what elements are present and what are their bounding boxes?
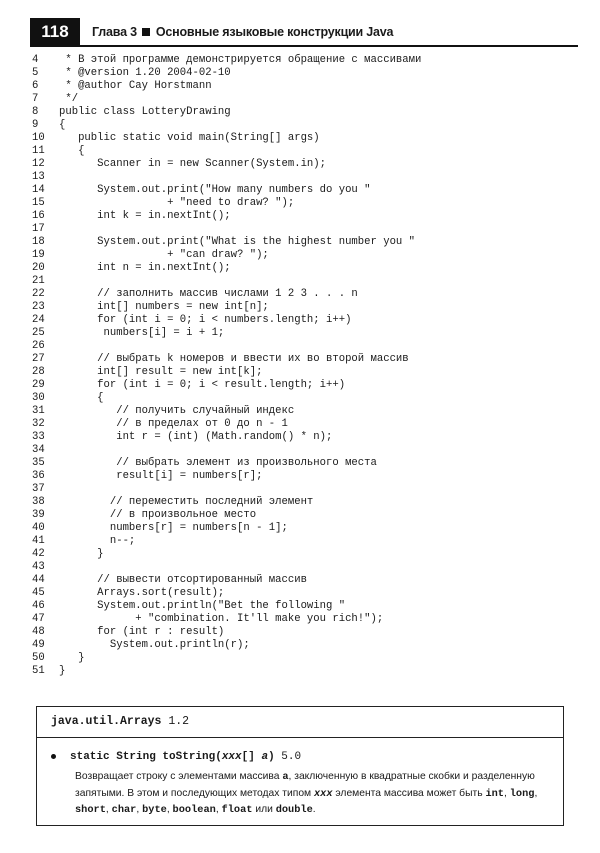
- code-text: * @version 1.20 2004-02-10: [59, 67, 231, 79]
- code-line: [32, 522, 421, 535]
- code-text: // в произвольное место: [59, 509, 257, 521]
- line-number: 28: [32, 366, 45, 378]
- code-line: [32, 418, 421, 431]
- code-line: [32, 184, 421, 197]
- code-line: [32, 587, 421, 600]
- line-number: 50: [32, 652, 45, 664]
- line-number: 45: [32, 587, 45, 599]
- code-line: [32, 67, 421, 80]
- line-number: 11: [32, 145, 45, 157]
- line-number: 12: [32, 158, 45, 170]
- code-text: * @author Cay Horstmann: [59, 80, 212, 92]
- code-text: * В этой программе демонстрируется обращение с массивами: [59, 54, 422, 66]
- header-rule: [30, 45, 578, 47]
- code-text: numbers[r] = numbers[n - 1];: [59, 522, 288, 534]
- code-text: result[i] = numbers[r];: [59, 470, 263, 482]
- code-text: // вывести отсортированный массив: [59, 574, 307, 586]
- page-number: 118: [30, 18, 80, 46]
- line-number: 18: [32, 236, 45, 248]
- line-number: 38: [32, 496, 45, 508]
- line-number: 43: [32, 561, 45, 573]
- code-line: [32, 340, 421, 353]
- bullet-icon: [51, 754, 56, 759]
- line-number: 40: [32, 522, 45, 534]
- line-number: 49: [32, 639, 45, 651]
- code-text: // получить случайный индекс: [59, 405, 295, 417]
- code-line: [32, 262, 421, 275]
- code-line: [32, 132, 421, 145]
- api-class-name: java.util.Arrays: [51, 715, 162, 728]
- code-line: [32, 561, 421, 574]
- code-text: int[] numbers = new int[n];: [59, 301, 269, 313]
- line-number: 13: [32, 171, 45, 183]
- line-number: 20: [32, 262, 45, 274]
- line-number: 15: [32, 197, 45, 209]
- code-line: [32, 431, 421, 444]
- code-line: [32, 639, 421, 652]
- code-text: for (int r : result): [59, 626, 225, 638]
- code-line: [32, 496, 421, 509]
- line-number: 26: [32, 340, 45, 352]
- line-number: 22: [32, 288, 45, 300]
- line-number: 47: [32, 613, 45, 625]
- code-text: Scanner in = new Scanner(System.in);: [59, 158, 327, 170]
- chapter-title: Основные языковые конструкции Java: [155, 25, 394, 39]
- code-line: [32, 249, 421, 262]
- code-text: + "combination. It'll make you rich!");: [59, 613, 384, 625]
- code-text: numbers[i] = i + 1;: [59, 327, 225, 339]
- line-number: 19: [32, 249, 45, 261]
- square-bullet-icon: [142, 28, 150, 36]
- code-text: for (int i = 0; i < result.length; i++): [59, 379, 346, 391]
- line-number: 10: [32, 132, 45, 144]
- chapter-label: Глава 3: [92, 25, 137, 39]
- code-line: [32, 392, 421, 405]
- code-line: [32, 54, 421, 67]
- code-text: int[] result = new int[k];: [59, 366, 263, 378]
- code-line: [32, 483, 421, 496]
- code-text: }: [59, 652, 85, 664]
- code-line: [32, 626, 421, 639]
- line-number: 24: [32, 314, 45, 326]
- code-line: [32, 353, 421, 366]
- code-text: }: [59, 665, 66, 677]
- code-line: [32, 145, 421, 158]
- line-number: 23: [32, 301, 45, 313]
- code-line: [32, 652, 421, 665]
- code-line: [32, 301, 421, 314]
- code-line: [32, 197, 421, 210]
- code-line: [32, 600, 421, 613]
- code-text: // в пределах от 0 до n - 1: [59, 418, 288, 430]
- line-number: 14: [32, 184, 45, 196]
- page-header: [30, 18, 578, 54]
- line-number: 7: [32, 93, 39, 105]
- code-listing: [32, 54, 421, 678]
- code-line: [32, 158, 421, 171]
- code-line: [32, 574, 421, 587]
- code-text: System.out.println("Bet the following ": [59, 600, 346, 612]
- code-line: [32, 80, 421, 93]
- code-line: [32, 444, 421, 457]
- line-number: 41: [32, 535, 45, 547]
- code-text: for (int i = 0; i < numbers.length; i++): [59, 314, 352, 326]
- code-text: // выбрать элемент из произвольного места: [59, 457, 377, 469]
- code-text: + "need to draw? ");: [59, 197, 295, 209]
- code-line: [32, 509, 421, 522]
- line-number: 5: [32, 67, 39, 79]
- code-text: System.out.println(r);: [59, 639, 250, 651]
- line-number: 48: [32, 626, 45, 638]
- line-number: 42: [32, 548, 45, 560]
- code-line: [32, 275, 421, 288]
- code-line: [32, 405, 421, 418]
- line-number: 34: [32, 444, 45, 456]
- code-line: [32, 548, 421, 561]
- code-text: Arrays.sort(result);: [59, 587, 225, 599]
- code-line: [32, 106, 421, 119]
- line-number: 9: [32, 119, 39, 131]
- code-text: // выбрать k номеров и ввести их во второй массив: [59, 353, 409, 365]
- line-number: 37: [32, 483, 45, 495]
- code-text: + "can draw? ");: [59, 249, 269, 261]
- line-number: 17: [32, 223, 45, 235]
- code-text: */: [59, 93, 79, 105]
- code-text: n--;: [59, 535, 136, 547]
- code-text: // переместить последний элемент: [59, 496, 314, 508]
- code-line: [32, 314, 421, 327]
- api-box-title: [37, 707, 563, 738]
- code-text: {: [59, 119, 66, 131]
- code-text: System.out.print("How many numbers do you ": [59, 184, 371, 196]
- line-number: 21: [32, 275, 45, 287]
- api-method-description: Возвращает строку с элементами массива a, заключенную в квадратные скобки и разделенную запятыми. В этом и последующих методах типом xxx элемента массива может быть int, long, short, char, byte, boolean, float или double.: [75, 771, 538, 816]
- code-line: [32, 210, 421, 223]
- line-number: 8: [32, 106, 39, 118]
- line-number: 27: [32, 353, 45, 365]
- line-number: 33: [32, 431, 45, 443]
- code-text: }: [59, 548, 104, 560]
- line-number: 44: [32, 574, 45, 586]
- code-text: int n = in.nextInt();: [59, 262, 231, 274]
- code-text: {: [59, 145, 85, 157]
- code-line: [32, 535, 421, 548]
- line-number: 36: [32, 470, 45, 482]
- code-line: [32, 366, 421, 379]
- code-line: [32, 665, 421, 678]
- code-line: [32, 171, 421, 184]
- code-line: [32, 457, 421, 470]
- api-note-box: [36, 706, 564, 826]
- line-number: 25: [32, 327, 45, 339]
- line-number: 16: [32, 210, 45, 222]
- line-number: 39: [32, 509, 45, 521]
- code-line: [32, 119, 421, 132]
- line-number: 4: [32, 54, 39, 66]
- api-version: 1.2: [168, 715, 190, 728]
- api-method-version: 5.0: [281, 751, 302, 763]
- code-text: public static void main(String[] args): [59, 132, 320, 144]
- line-number: 6: [32, 80, 39, 92]
- code-text: int k = in.nextInt();: [59, 210, 231, 222]
- line-number: 29: [32, 379, 45, 391]
- code-line: [32, 379, 421, 392]
- line-number: 30: [32, 392, 45, 404]
- code-line: [32, 327, 421, 340]
- code-line: [32, 470, 421, 483]
- code-text: int r = (int) (Math.random() * n);: [59, 431, 333, 443]
- line-number: 31: [32, 405, 45, 417]
- running-head: [92, 22, 393, 42]
- code-line: [32, 93, 421, 106]
- code-line: [32, 223, 421, 236]
- code-text: // заполнить массив числами 1 2 3 . . . n: [59, 288, 358, 300]
- line-number: 46: [32, 600, 45, 612]
- line-number: 32: [32, 418, 45, 430]
- line-number: 51: [32, 665, 45, 677]
- code-text: System.out.print("What is the highest number you ": [59, 236, 416, 248]
- code-line: [32, 236, 421, 249]
- code-line: [32, 288, 421, 301]
- code-text: public class LotteryDrawing: [59, 106, 231, 118]
- line-number: 35: [32, 457, 45, 469]
- api-method-signature: static String toString(xxx[] a) 5.0: [51, 751, 301, 763]
- code-text: {: [59, 392, 104, 404]
- code-line: [32, 613, 421, 626]
